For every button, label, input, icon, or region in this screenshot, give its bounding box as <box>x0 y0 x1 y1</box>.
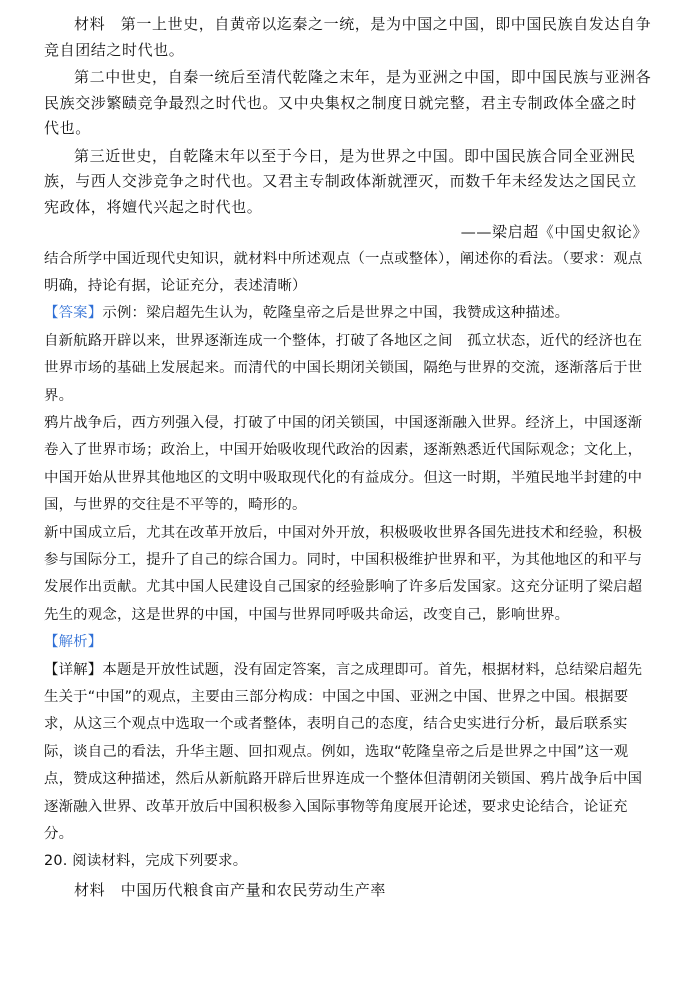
material-paragraph-2: 第二中世史，自秦一统后至清代乾隆之末年，是为亚洲之中国，即中国民族与亚洲各民族交涉繁赜竞争最烈之时代也。又中央集权之制度日就完整，君主专制政体全盛之时代也。 <box>44 68 652 137</box>
analysis-heading <box>44 629 652 656</box>
answer-paragraph-2: 鸦片战争后，西方列强入侵，打破了中国的闭关锁国，中国逐渐融入世界。经济上，中国逐渐卷入了世界市场；政治上，中国开始吸收现代政治的因素，逐渐熟悉近代国际观念；文化上，中国开始从世界其他地区的文明中吸取现代化的有益成分。但这一时期，半殖民地半封建的中国，与世界的交往是不平等的，畸形的。 <box>44 414 643 514</box>
analysis-detail <box>44 657 652 849</box>
material-20-title: 材料 中国历代粮食亩产量和农民劳动生产率 <box>74 880 387 899</box>
question-20-text: 20. 阅读材料，完成下列要求。 <box>44 853 248 870</box>
answer-intro-text: 示例：梁启超先生认为，乾隆皇帝之后是世界之中国，我赞成这种描述。 <box>102 305 570 322</box>
detail-tag: 【详解】 <box>44 661 103 678</box>
answer-paragraph-3: 新中国成立后，尤其在改革开放后，中国对外开放，积极吸收世界各国先进技术和经验，积极参与国际分工，提升了自己的综合国力。同时，中国积极维护世界和平，为其他地区的和平与发展作出贡献。尤其中国人民建设自己国家的经验影响了许多后发国家。这充分证明了梁启超先生的观念，这是世界的中国，中国与世界同呼吸共命运，改变自己，影响世界。 <box>44 524 643 623</box>
material-source: ——梁启超《中国史叙论》 <box>460 223 648 241</box>
answer-paragraph-1: 自新航路开辟以来，世界逐渐连成一个整体，打破了各地区之间 孤立状态，近代的经济也在世界市场的基础上发展起来。而清代的中国长期闭关锁国，隔绝与世界的交流，逐渐落后于世界。 <box>44 332 643 404</box>
answer-tag: 【答案】 <box>44 305 103 322</box>
material-paragraph-1: 材料 第一上世史，自黄帝以迄秦之一统，是为中国之中国，即中国民族自发达自争竞自团结之时代也。 <box>44 15 652 59</box>
question-19-text: 结合所学中国近现代史知识，就材料中所述观点（一点或整体），阐述你的看法。（要求：观点明确，持论有据，论证充分，表述清晰） <box>44 250 643 294</box>
material-paragraph-3: 第三近世史，自乾隆末年以至于今日，是为世界之中国。即中国民族合同全亚洲民族，与西人交涉竞争之时代也。又君主专制政体渐就湮灭，而数千年未经发达之国民立宪政体，将嬗代兴起之时代也。 <box>44 146 637 216</box>
answer-intro <box>44 300 652 327</box>
detail-text: 本题是开放性试题，没有固定答案，言之成理即可。首先，根据材料，总结梁启超先生关于“中国”的观点，主要由三部分构成：中国之中国、亚洲之中国、世界之中国。根据要求，从这三个观点中选取一个或者整体，表明自己的态度，结合史实进行分析，最后联系实际，谈自己的看法，升华主题、回扣观点。例如，选取“乾隆皇帝之后是世界之中国”这一观点，赞成这种描述，然后从新航路开辟后世界连成一个整体但清朝闭关锁国、鸦片战争后中国逐渐融入世界、改革开放后中国积极参入国际事物等角度展开论述，要求史论结合，论证充分。 <box>44 661 643 843</box>
analysis-tag: 【解析】 <box>44 634 103 651</box>
